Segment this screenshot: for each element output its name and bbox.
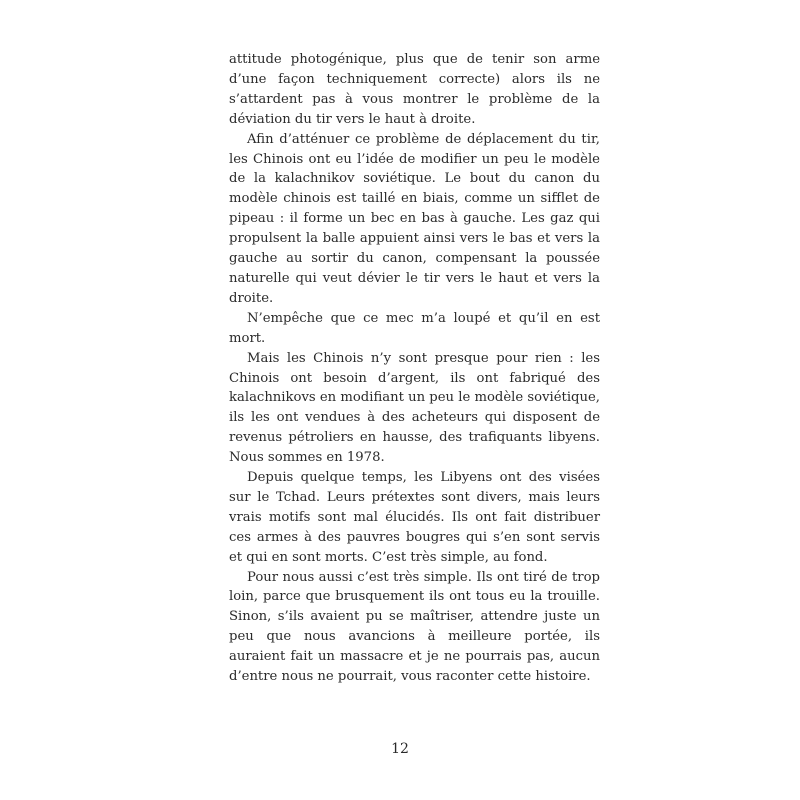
paragraph-2: Afin d’atténuer ce problème de déplacement du tir, les Chinois ont eu l’idée de modifier un peu le modèle de la kalachnikov soviétique. Le bout du canon du modèle chinois est taillé en biais, comme un sifflet de pipeau : il forme un bec en bas à gauche. Les gaz qui propulsent la balle appuient ainsi vers le bas et vers la gauche au sortir du canon, compensant la poussée naturelle qui veut dévier le tir vers le haut et vers la droite. bbox=[229, 131, 600, 306]
paragraph-1: attitude photogénique, plus que de tenir son arme d’une façon techniquement correcte) alors ils ne s’attardent pas à vous montrer le problème de la déviation du tir vers le haut à droite. bbox=[229, 52, 600, 127]
paragraph-3: N’empêche que ce mec m’a loupé et qu’il en est mort. bbox=[229, 310, 600, 346]
paragraph-4: Mais les Chinois n’y sont presque pour rien : les Chinois ont besoin d’argent, ils ont fabriqué des kalachnikovs en modifiant un peu le modèle soviétique, ils les ont vendues à des acheteurs qui disposent de revenus pétroliers en hausse, des trafiquants libyens. Nous sommes en 1978. bbox=[229, 350, 600, 466]
body-text bbox=[229, 50, 600, 687]
page-number: 12 bbox=[391, 741, 409, 757]
paragraph-6: Pour nous aussi c’est très simple. Ils ont tiré de trop loin, parce que brusquement ils ont tous eu la trouille. Sinon, s’ils avaient pu se maîtriser, attendre juste un peu que nous avancions à meilleure portée, ils auraient fait un massacre et je ne pourrais pas, aucun d’entre nous ne pourrait, vous raconter cette histoire. bbox=[229, 569, 600, 685]
paragraph-5: Depuis quelque temps, les Libyens ont des visées sur le Tchad. Leurs prétextes sont divers, mais leurs vrais motifs sont mal élucidés. Ils ont fait distribuer ces armes à des pauvres bougres qui s’en sont servis et qui en sont morts. C’est très simple, au fond. bbox=[229, 470, 600, 565]
